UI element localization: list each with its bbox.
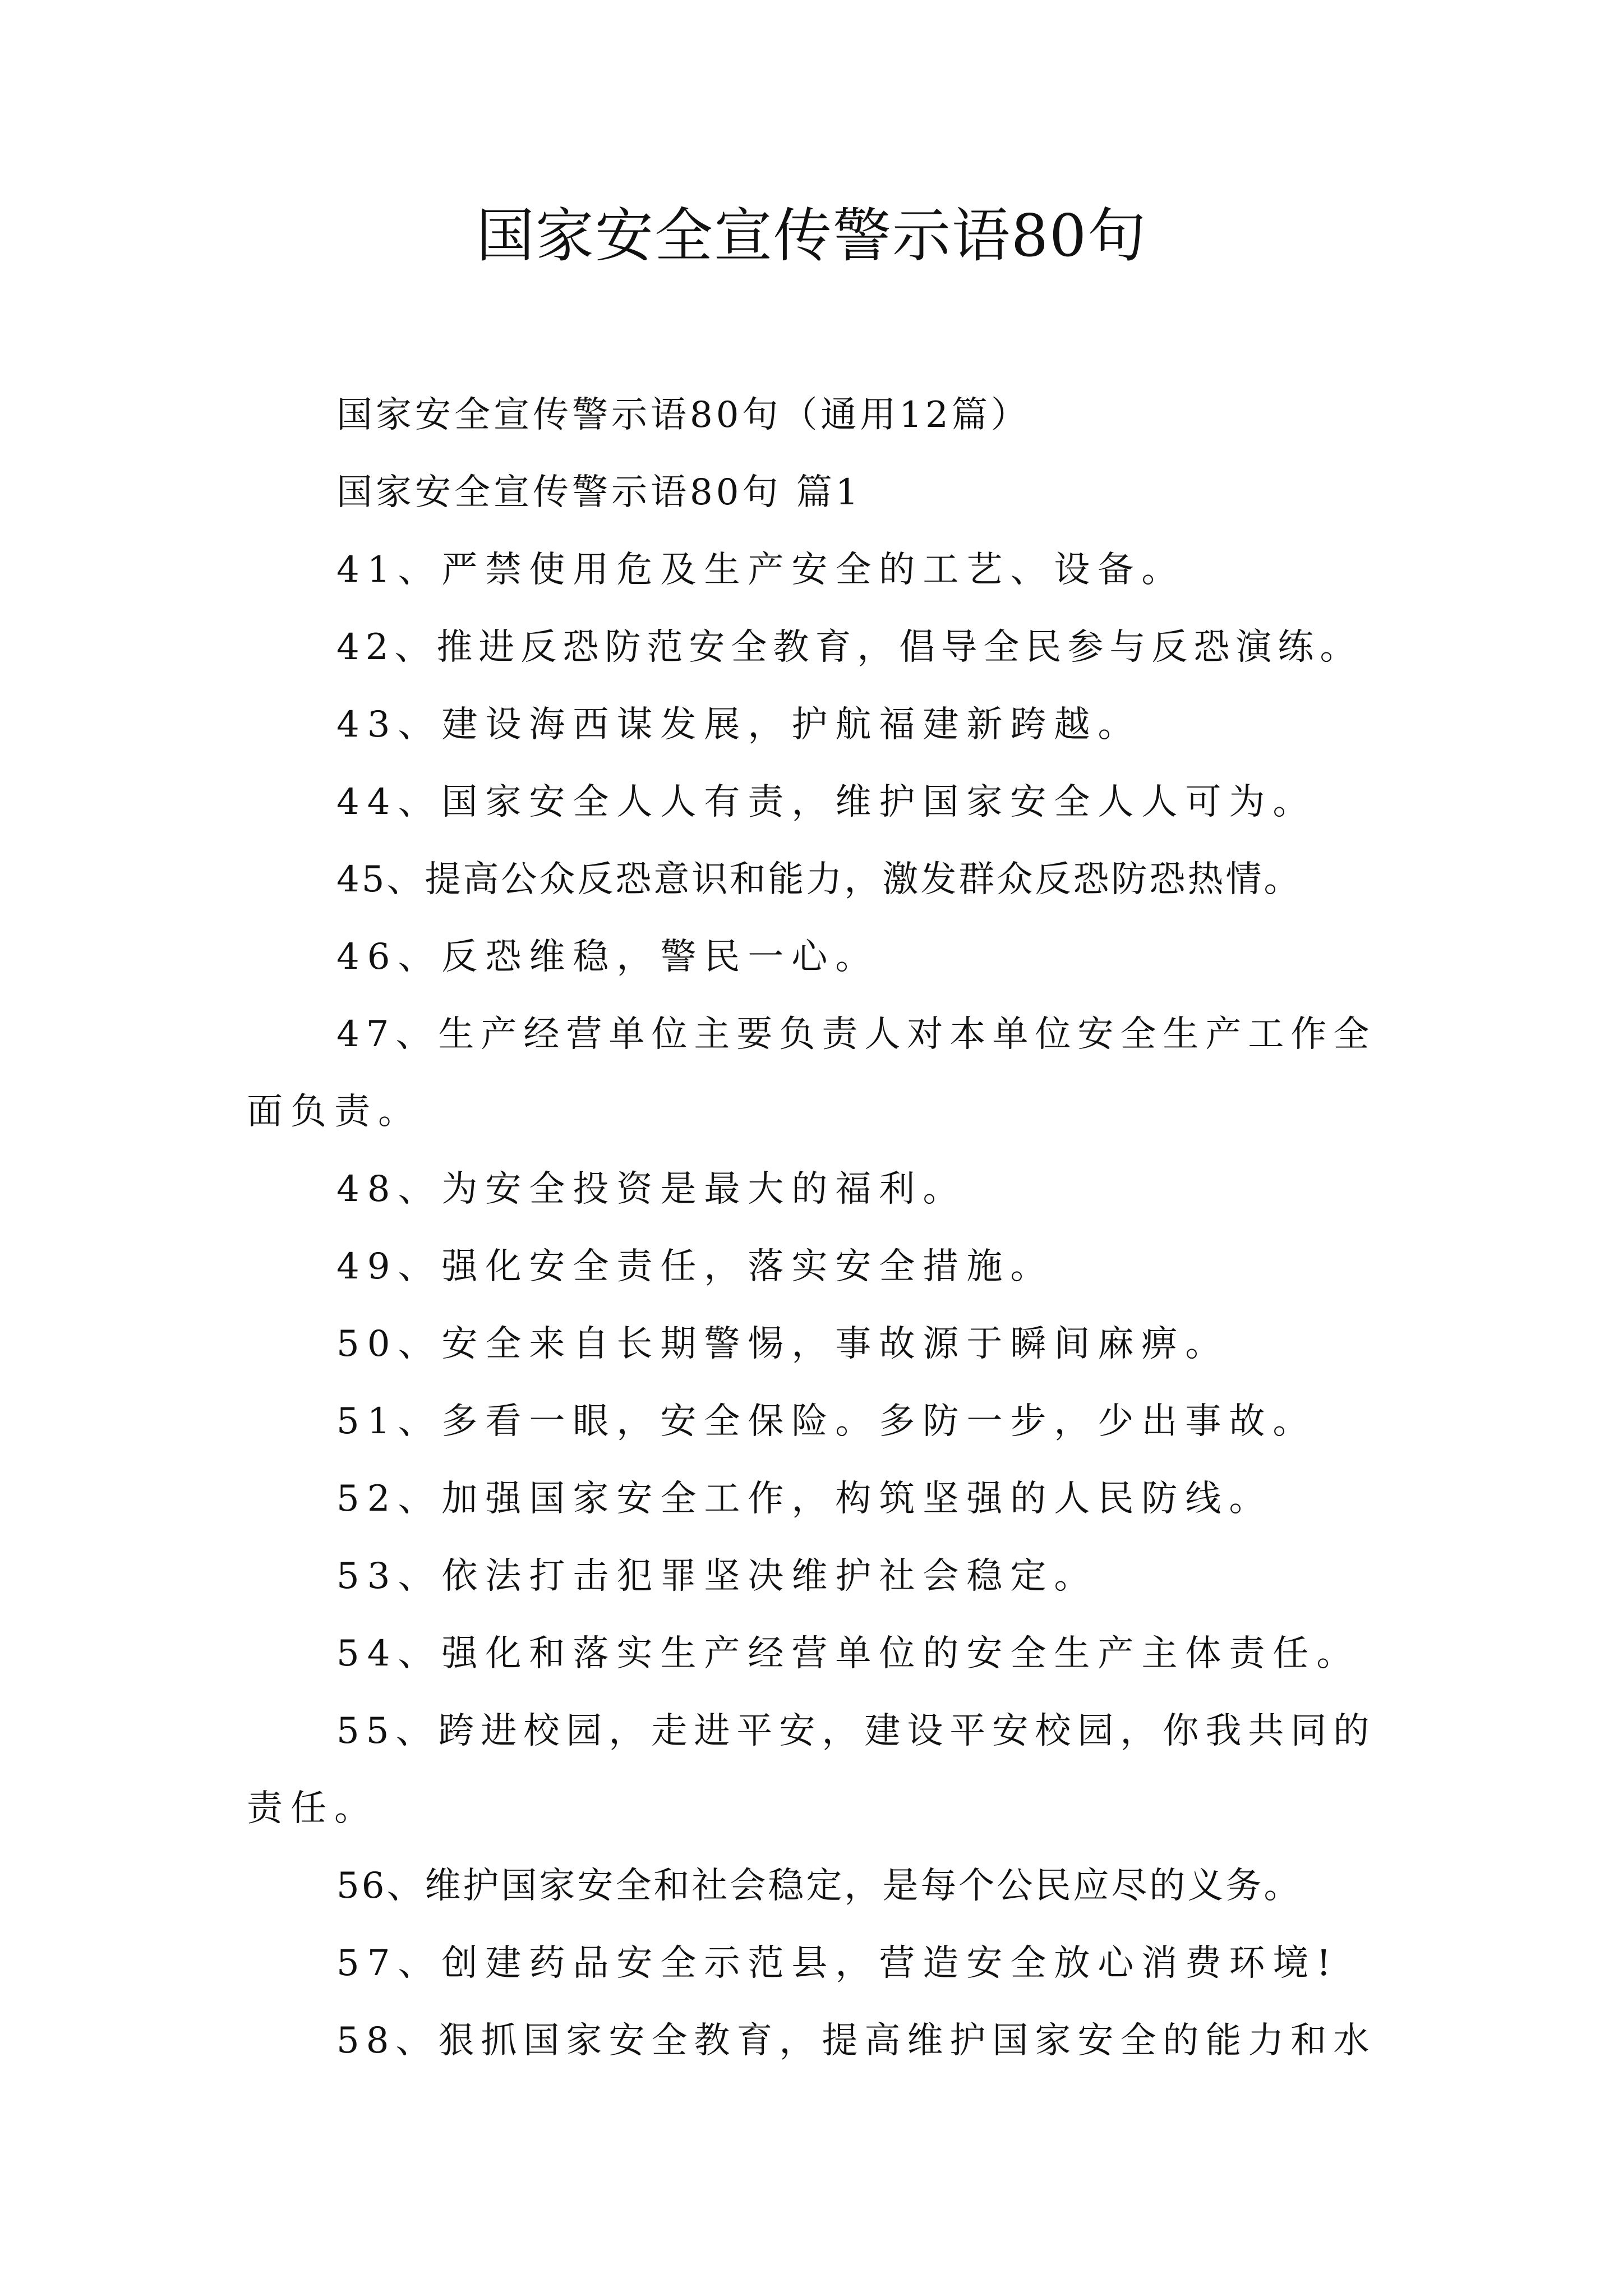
- paragraph-line: 47、生产经营单位主要负责人对本单位安全生产工作全: [336, 1014, 1376, 1055]
- document-subtitle: 国家安全宣传警示语80句（通用12篇）: [336, 394, 1030, 436]
- paragraph-line-continuation: 面负责。: [247, 1091, 422, 1133]
- document-title: 国家安全宣传警示语80句: [476, 201, 1147, 270]
- paragraph-line: 49、强化安全责任，落实安全措施。: [336, 1246, 1054, 1287]
- paragraph-line: 45、提高公众反恐意识和能力，激发群众反恐防恐热情。: [336, 859, 1302, 900]
- paragraph-line: 46、反恐维稳，警民一心。: [336, 936, 879, 978]
- paragraph-line: 56、维护国家安全和社会稳定，是每个公民应尽的义务。: [336, 1865, 1302, 1907]
- paragraph-line: 58、狠抓国家安全教育，提高维护国家安全的能力和水: [336, 2020, 1376, 2062]
- paragraph-line-continuation: 责任。: [247, 1788, 378, 1829]
- paragraph-line: 54、强化和落实生产经营单位的安全生产主体责任。: [336, 1633, 1361, 1674]
- paragraph-line: 42、推进反恐防范安全教育，倡导全民参与反恐演练。: [336, 627, 1362, 668]
- paragraph-line: 57、创建药品安全示范县，营造安全放心消费环境!: [336, 1943, 1339, 1984]
- paragraph-line: 53、依法打击犯罪坚决维护社会稳定。: [336, 1556, 1098, 1597]
- paragraph-line: 48、为安全投资是最大的福利。: [336, 1168, 967, 1210]
- paragraph-line: 50、安全来自长期警惕，事故源于瞬间麻痹。: [336, 1323, 1229, 1365]
- paragraph-line: 44、国家安全人人有责，维护国家安全人人可为。: [336, 781, 1317, 823]
- paragraph-line: 55、跨进校园，走进平安，建设平安校园，你我共同的: [336, 1710, 1376, 1752]
- paragraph-line: 51、多看一眼，安全保险。多防一步，少出事故。: [336, 1401, 1317, 1442]
- paragraph-line: 43、建设海西谋发展，护航福建新跨越。: [336, 704, 1142, 746]
- section-heading: 国家安全宣传警示语80句 篇1: [336, 472, 862, 513]
- paragraph-line: 52、加强国家安全工作，构筑坚强的人民防线。: [336, 1478, 1273, 1520]
- paragraph-line: 41、严禁使用危及生产安全的工艺、设备。: [336, 549, 1186, 591]
